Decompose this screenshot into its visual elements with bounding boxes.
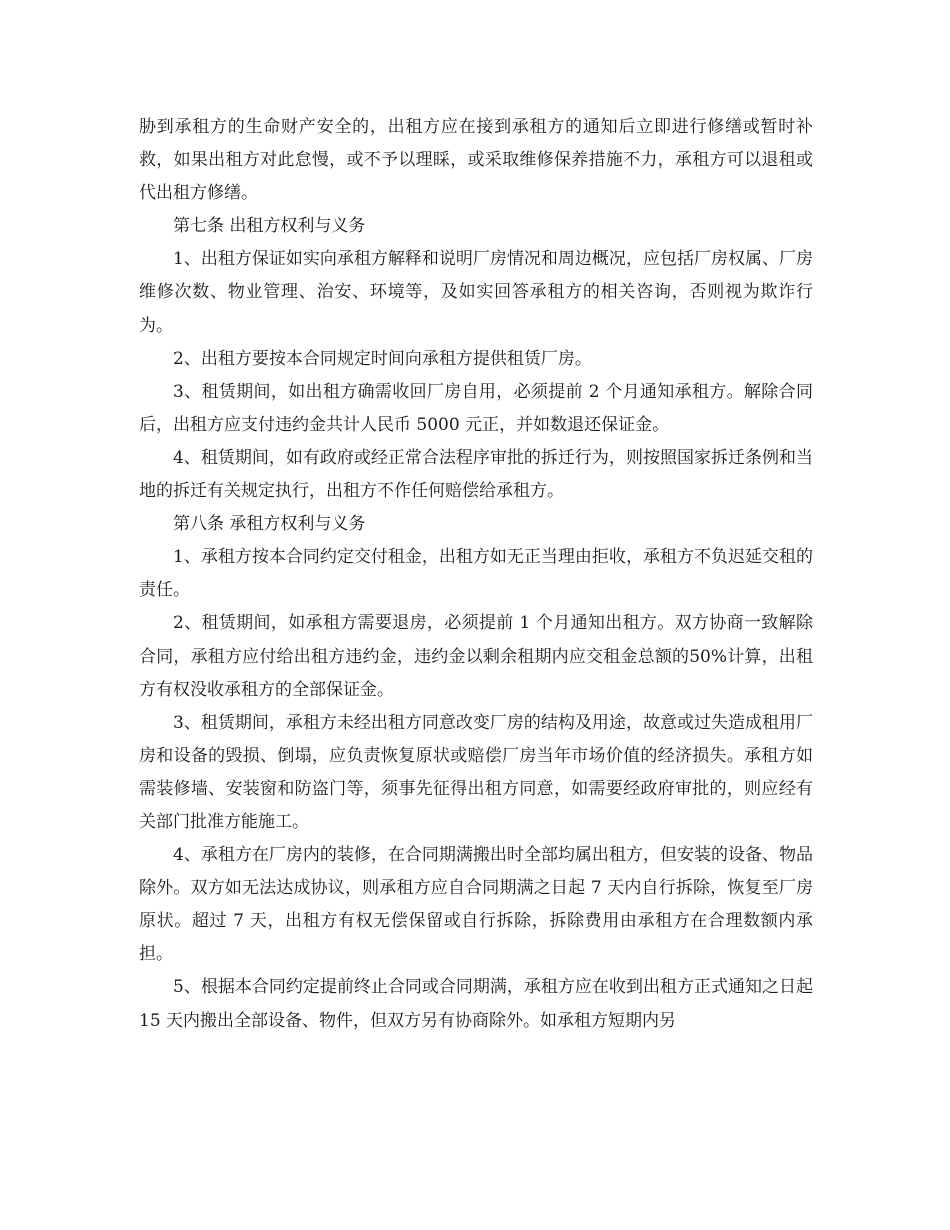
paragraph-lessee-2: 2、租赁期间，如承租方需要退房，必须提前 1 个月通知出租方。双方协商一致解除合同，承租方应付给出租方违约金，违约金以剩余租期内应交租金总额的50%计算，出租方有权没收承租方的全部保证金。 <box>139 613 813 700</box>
paragraph-lessor-3: 3、租赁期间，如出租方确需收回厂房自用，必须提前 2 个月通知承租方。解除合同后，出租方应支付违约金共计人民币 5000 元正，并如数退还保证金。 <box>139 381 813 435</box>
document-page <box>139 111 813 1038</box>
section-heading-article-7: 第七条 出租方权利与义务 <box>173 216 366 237</box>
paragraph-lessee-5: 5、根据本合同约定提前终止合同或合同期满，承租方应在收到出租方正式通知之日起 15 天内搬出全部设备、物件，但双方另有协商除外。如承租方短期内另 <box>139 977 813 1031</box>
paragraph-lessee-3: 3、租赁期间，承租方未经出租方同意改变厂房的结构及用途，故意或过失造成租用厂房和设备的毁损、倒塌，应负责恢复原状或赔偿厂房当年市场价值的经济损失。承租方如需装修墙、安装窗和防盗门等，须事先征得出租方同意，如需要经政府审批的，则应经有关部门批准方能施工。 <box>139 712 813 832</box>
paragraph-lessee-1: 1、承租方按本合同约定交付租金，出租方如无正当理由拒收，承租方不负迟延交租的责任。 <box>139 547 813 601</box>
paragraph-lessor-4: 4、租赁期间，如有政府或经正常合法程序审批的拆迁行为，则按照国家拆迁条例和当地的拆迁有关规定执行，出租方不作任何赔偿给承租方。 <box>139 447 813 502</box>
paragraph-lessor-2: 2、出租方要按本合同规定时间向承租方提供租赁厂房。 <box>173 348 592 369</box>
paragraph-lessor-1: 1、出租方保证如实向承租方解释和说明厂房情况和周边概况，应包括厂房权属、厂房维修次数、物业管理、治安、环境等，及如实回答承租方的相关咨询，否则视为欺诈行为。 <box>139 249 813 336</box>
paragraph-lessee-4: 4、承租方在厂房内的装修，在合同期满搬出时全部均属出租方，但安装的设备、物品除外。双方如无法达成协议，则承租方应自合同期满之日起 7 天内自行拆除，恢复至厂房原状。超过 7 天，出租方有权无偿保留或自行拆除，拆除费用由承租方在合理数额内承担。 <box>139 845 813 965</box>
paragraph-continuation: 胁到承租方的生命财产安全的，出租方应在接到承租方的通知后立即进行修缮或暂时补救，如果出租方对此怠慢，或不予以理睬，或采取维修保养措施不力，承租方可以退租或代出租方修缮。 <box>139 117 813 204</box>
section-heading-article-8: 第八条 承租方权利与义务 <box>173 514 366 535</box>
